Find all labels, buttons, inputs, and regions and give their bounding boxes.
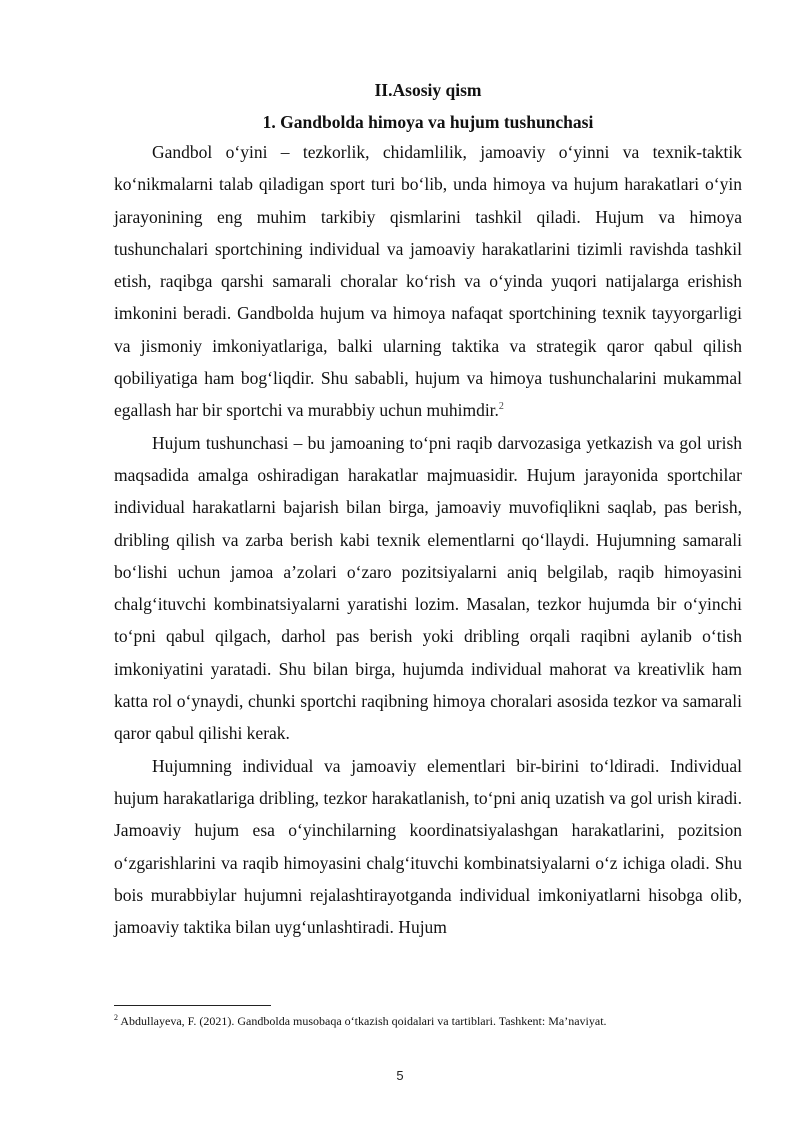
paragraph-1 — [114, 136, 742, 427]
page-number: 5 — [396, 1068, 404, 1083]
section-title: II.Asosiy qism — [374, 80, 482, 100]
paragraph-1-text: Gandbol o‘yini – tezkorlik, chidamlilik, jamoaviy o‘yinni va texnik-taktik ko‘nikmalarni talab qiladigan sport turi bo‘lib, unda himoya va hujum harakatlari o‘yin jarayonining eng muhim tarkibiy qismlarini tashkil qiladi. Hujum va himoya tushunchalari sportchining individual va jamoaviy harakatlarini tizimli ravishda tashkil etish, raqibga qarshi samarali choralar ko‘rish va o‘yinda yuqori natijalarga erishish imkonini beradi. Gandbolda hujum va himoya nafaqat sportchining texnik tayyorgarligi va jismoniy imkoniyatlariga, balki ularning taktika va strategik qaror qabul qilish qobiliyatiga ham bog‘liqdir. Shu sababli, hujum va himoya tushunchalarini mukammal egallash har bir sportchi va murabbiy uchun muhimdir. — [114, 142, 742, 421]
footnote-reference[interactable]: 2 — [498, 401, 504, 413]
footnote-separator — [114, 1005, 271, 1006]
footnote-number: 2 — [114, 1013, 118, 1022]
page-body — [114, 76, 742, 943]
footnote — [114, 1013, 742, 1029]
chapter-title: 1. Gandbolda himoya va hujum tushunchasi — [262, 112, 594, 132]
paragraph-2: Hujum tushunchasi – bu jamoaning to‘pni raqib darvozasiga yetkazish va gol urish maqsadida amalga oshiradigan harakatlar majmuasidir. Hujum jarayonida sportchilar individual harakatlarni bajarish bilan birga, jamoaviy muvofiqlikni saqlab, pas berish, dribling qilish va zarba berish kabi texnik elementlarni qo‘llaydi. Hujumning samarali bo‘lishi uchun jamoa a’zolari o‘zaro pozitsiyalarni aniq belgilab, raqib himoyasini chalg‘ituvchi kombinatsiyalarni yaratishi lozim. Masalan, tezkor hujumda bir o‘yinchi to‘pni qabul qilgach, darhol pas berish yoki dribling orqali raqibni aylanib o‘tish imkoniyatini yaratadi. Shu bilan birga, hujumda individual mahorat va kreativlik ham katta rol o‘ynaydi, chunki sportchi raqibning himoya choralari asosida tezkor va samarali qaror qabul qilishi kerak. — [114, 432, 742, 744]
paragraph-3: Hujumning individual va jamoaviy elementlari bir-birini to‘ldiradi. Individual hujum harakatlariga dribling, tezkor harakatlanish, to‘pni aniq uzatish va gol urish kiradi. Jamoaviy hujum esa o‘yinchilarning koordinatsiyalashgan harakatlarini, pozitsion o‘zgarishlarini va raqib himoyasini chalg‘ituvchi kombinatsiyalarni o‘z ichiga oladi. Shu bois murabbiylar hujumni rejalashtirayotganda individual imkoniyatlarni hisobga olib, jamoaviy taktika bilan uyg‘unlashtiradi. Hujum — [114, 755, 742, 938]
footnote-text: Abdullayeva, F. (2021). Gandbolda musobaqa o‘tkazish qoidalari va tartiblari. Tashkent: Ma’naviyat. — [120, 1014, 607, 1028]
